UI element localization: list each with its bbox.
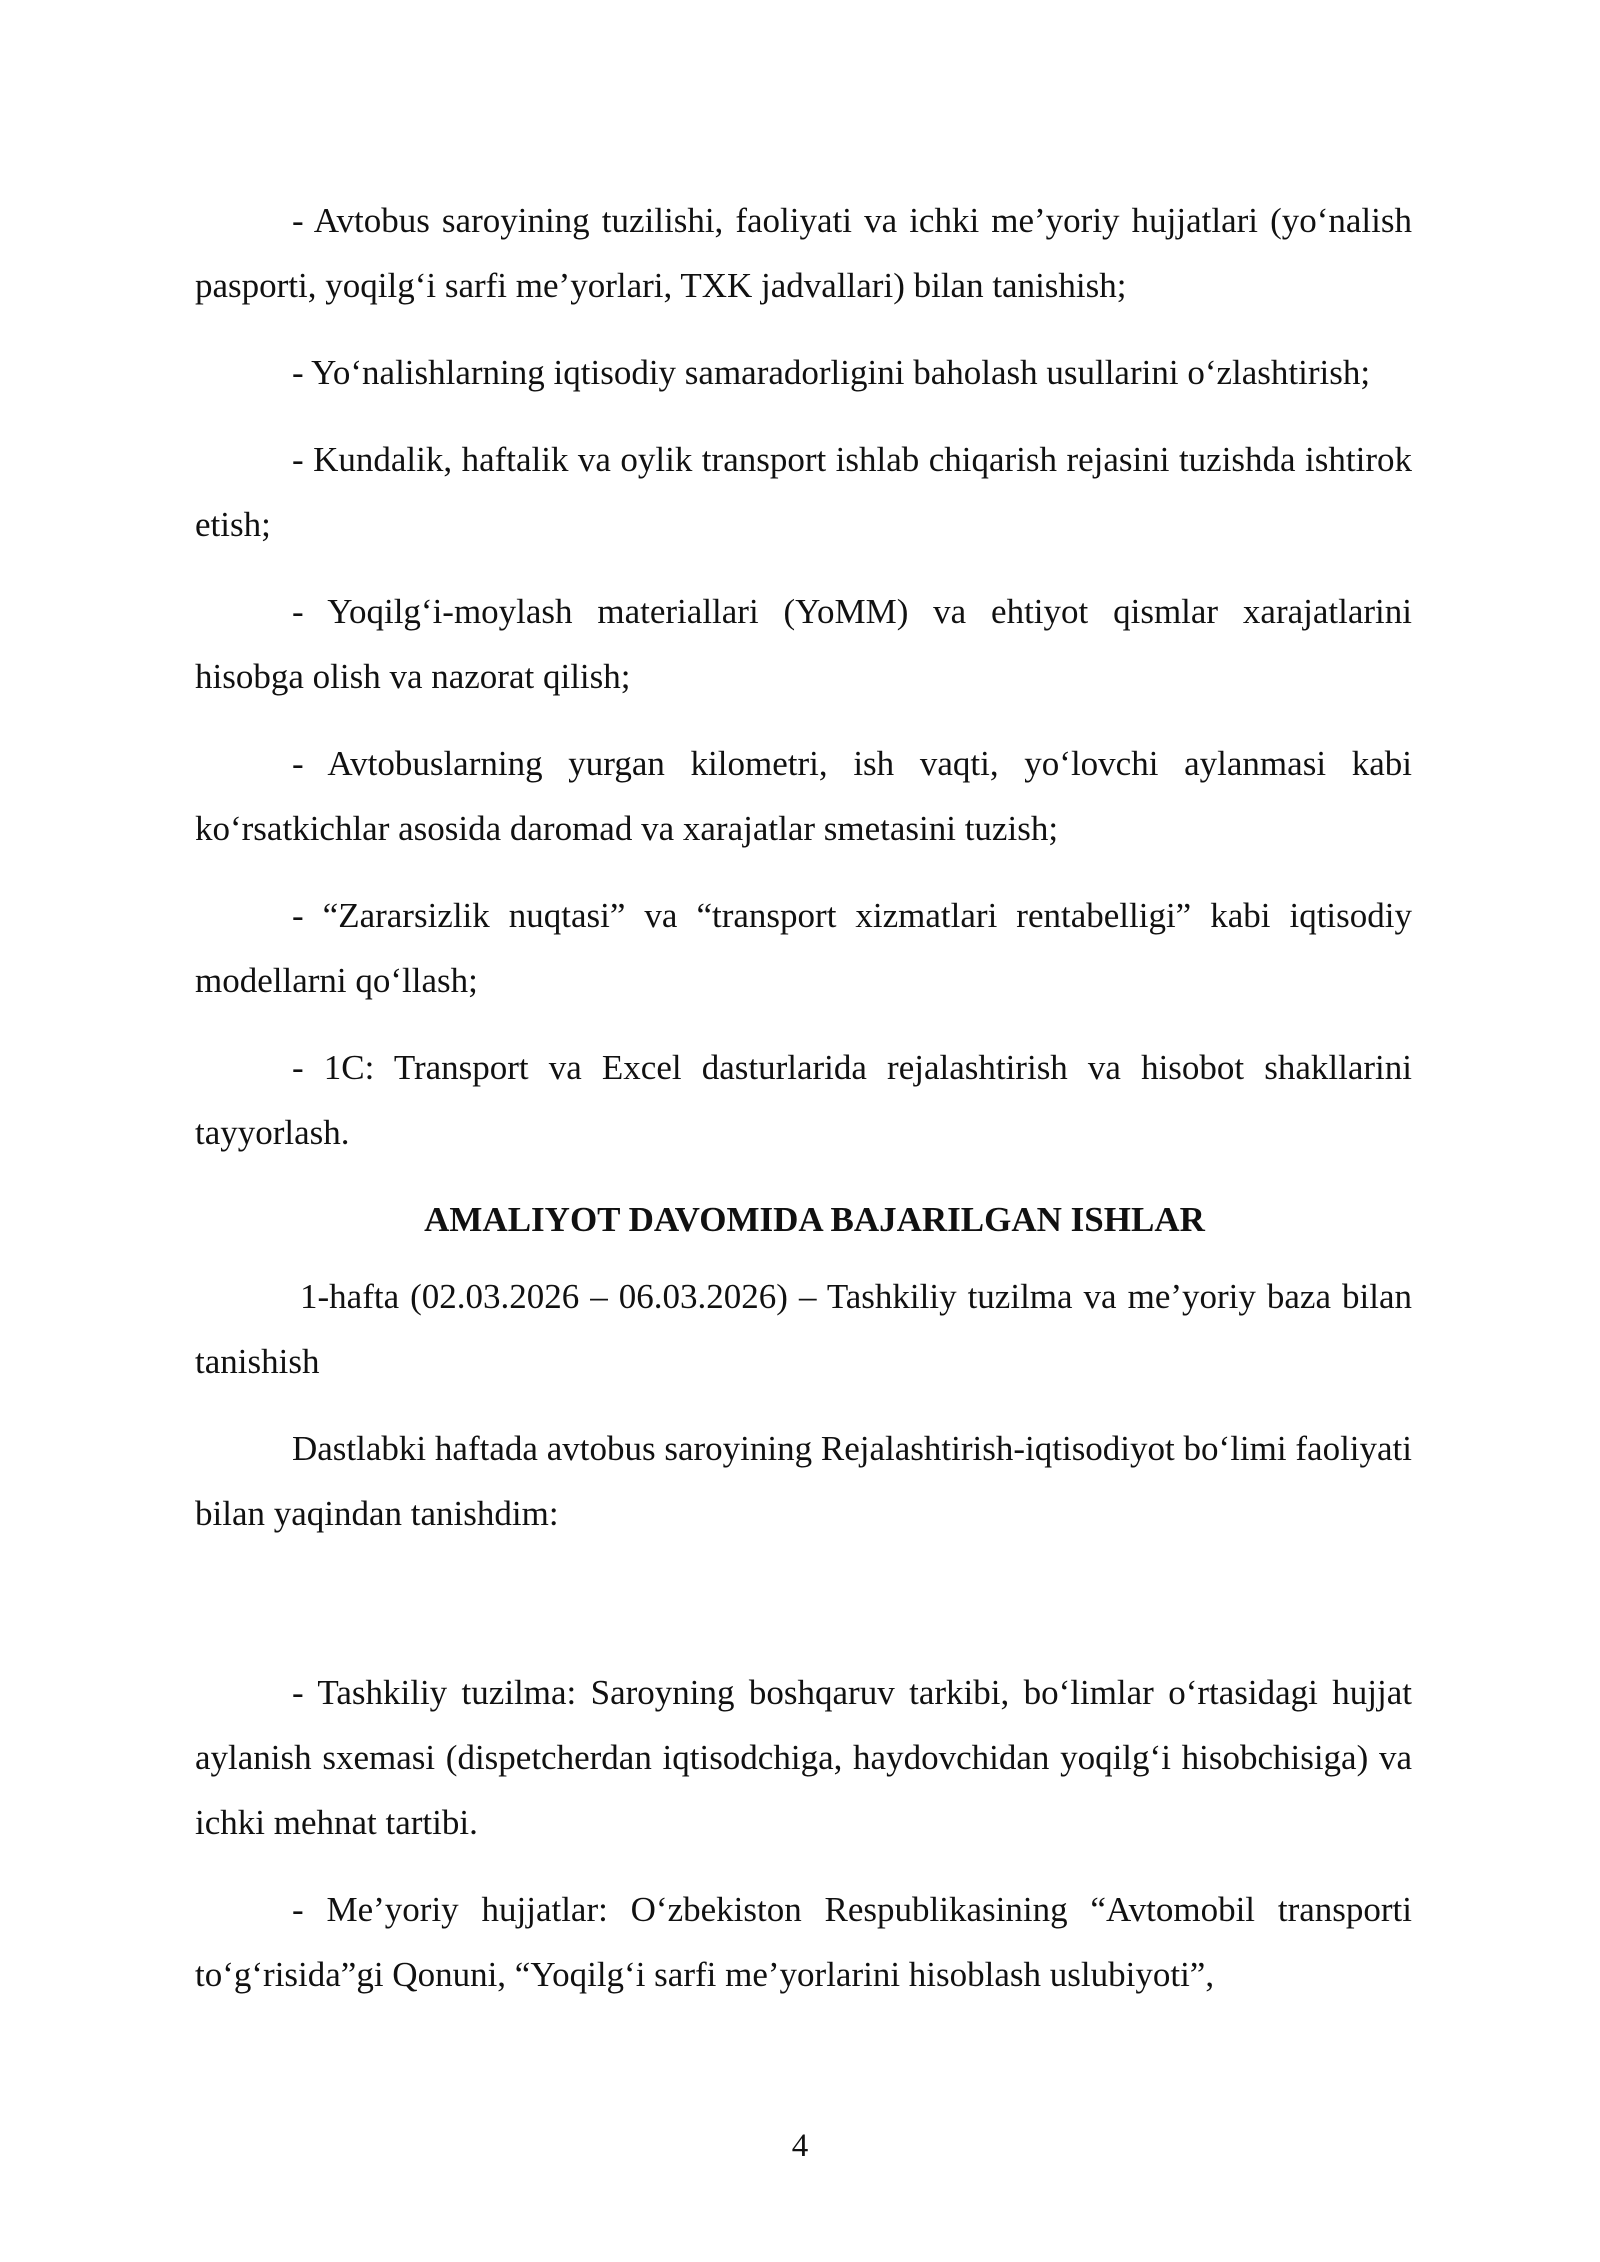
section-heading: AMALIYOT DAVOMIDA BAJARILGAN ISHLAR	[424, 1200, 1205, 1239]
detail-item-2: - Me’yoriy hujjatlar: O‘zbekiston Respublikasining “Avtomobil transporti to‘g‘risida”gi Qonuni, “Yoqilg‘i sarfi me’yorlarini hisoblash uslubiyoti”,	[195, 1890, 1412, 1994]
objective-item-1: - Avtobus saroyining tuzilishi, faoliyati va ichki me’yoriy hujjatlari (yo‘nalish pasporti, yoqilg‘i sarfi me’yorlari, TXK jadvallari) bilan tanishish;	[195, 201, 1412, 305]
blank-space	[195, 1568, 1412, 1660]
page-body	[195, 188, 1412, 2029]
detail-item-1: - Tashkiliy tuzilma: Saroyning boshqaruv tarkibi, bo‘limlar o‘rtasidagi hujjat aylanish sxemasi (dispetcherdan iqtisodchiga, haydovchidan yoqilg‘i hisobchisiga) va ichki mehnat tartibi.	[195, 1673, 1412, 1842]
intro-paragraph: Dastlabki haftada avtobus saroyining Rejalashtirish-iqtisodiyot bo‘limi faoliyati bilan yaqindan tanishdim:	[195, 1429, 1412, 1533]
objective-item-2: - Yo‘nalishlarning iqtisodiy samaradorligini baholash usullarini o‘zlashtirish;	[292, 353, 1371, 392]
week-title: 1-hafta (02.03.2026 – 06.03.2026) – Tashkiliy tuzilma va me’yoriy baza bilan tanishish	[195, 1277, 1412, 1381]
objective-item-7: - 1C: Transport va Excel dasturlarida rejalashtirish va hisobot shakllarini tayyorlash.	[195, 1048, 1412, 1152]
objective-item-4: - Yoqilg‘i-moylash materiallari (YoMM) va ehtiyot qismlar xarajatlarini hisobga olish va nazorat qilish;	[195, 592, 1412, 696]
objective-item-5: - Avtobuslarning yurgan kilometri, ish vaqti, yo‘lovchi aylanmasi kabi ko‘rsatkichlar asosida daromad va xarajatlar smetasini tuzish;	[195, 744, 1412, 848]
page-number: 4	[791, 2128, 809, 2164]
objective-item-6: - “Zararsizlik nuqtasi” va “transport xizmatlari rentabelligi” kabi iqtisodiy modellarni qo‘llash;	[195, 896, 1412, 1000]
objective-item-3: - Kundalik, haftalik va oylik transport ishlab chiqarish rejasini tuzishda ishtirok etish;	[195, 440, 1412, 544]
